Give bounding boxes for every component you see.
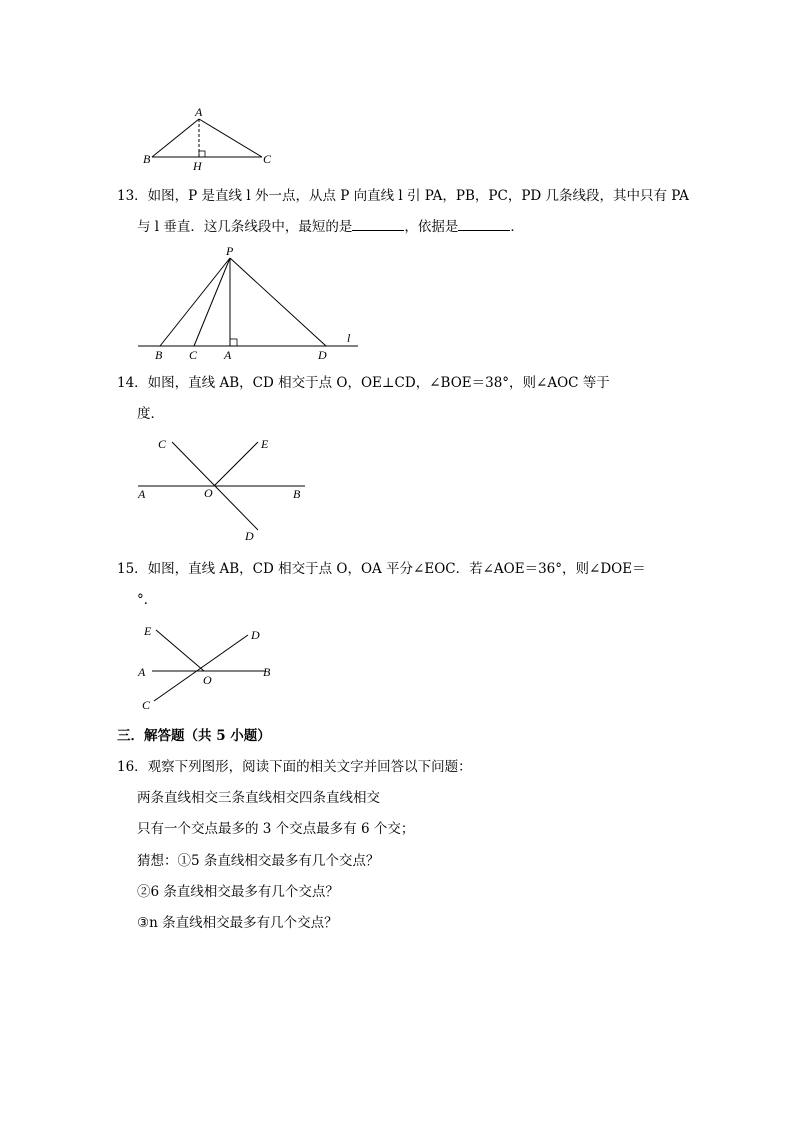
question-13-text-b: ，依据是 [404,219,459,235]
answer-blank-1 [352,218,404,231]
question-15-line-1: 15．如图，直线 AB，CD 相交于点 O，OA 平分∠EOC．若∠AOE＝36°，则∠DOE＝ [117,561,646,577]
label-a: A [138,665,146,679]
question-13-line-2 [137,218,524,236]
question-13-text-a: 与 l 垂直．这几条线段中，最短的是 [137,219,353,235]
question-16-line-6: ③n 条直线相交最多有几个交点？ [137,915,338,931]
label-e: E [144,624,152,638]
figure-triangle-abc [140,104,280,174]
question-16-line-5: ②6 条直线相交最多有几个交点？ [137,884,339,900]
label-b: B [263,665,271,679]
label-h: H [193,159,202,173]
label-a: A [138,487,146,501]
label-c: C [263,152,272,166]
label-d: D [245,529,254,543]
question-16-line-4: 猜想：①5 条直线相交最多有几个交点？ [137,853,380,869]
answer-blank-2 [458,218,510,231]
label-d: D [318,348,327,362]
question-13-text-c: ． [510,219,524,235]
question-14-line-1: 14．如图，直线 AB，CD 相交于点 O，OE⊥CD，∠BOE＝38°，则∠AOC 等于 [117,375,610,391]
label-a: A [195,105,203,119]
label-c: C [189,348,198,362]
question-16-line-3: 只有一个交点最多的 3 个交点最多有 6 个交； [137,821,415,837]
label-o: O [204,486,213,500]
section-heading-3: 三．解答题（共 5 小题） [117,728,271,744]
label-c: C [158,437,167,451]
question-13-line-1: 13．如图，P 是直线 l 外一点，从点 P 向直线 l 引 PA，PB，PC，PD 几条线段，其中只有 PA [117,188,689,204]
figure-lines-ab-cd-oa-bisector [130,617,290,717]
question-16-line-2: 两条直线相交三条直线相交四条直线相交 [137,790,380,806]
label-e: E [261,437,269,451]
label-a: A [224,348,232,362]
label-p: P [226,244,234,258]
question-15-line-2: °． [137,592,158,608]
label-b: B [143,152,151,166]
label-o: O [203,673,212,687]
question-16-line-1: 16．观察下列图形，阅读下面的相关文字并回答以下问题： [117,759,472,775]
figure-lines-ab-cd-oe [130,430,320,545]
label-l: l [347,331,351,345]
figure-point-p-line-l [130,242,370,364]
label-d: D [251,628,260,642]
label-c: C [142,698,151,712]
label-b: B [155,348,163,362]
label-b: B [293,487,301,501]
question-14-line-2: 度． [137,406,164,422]
